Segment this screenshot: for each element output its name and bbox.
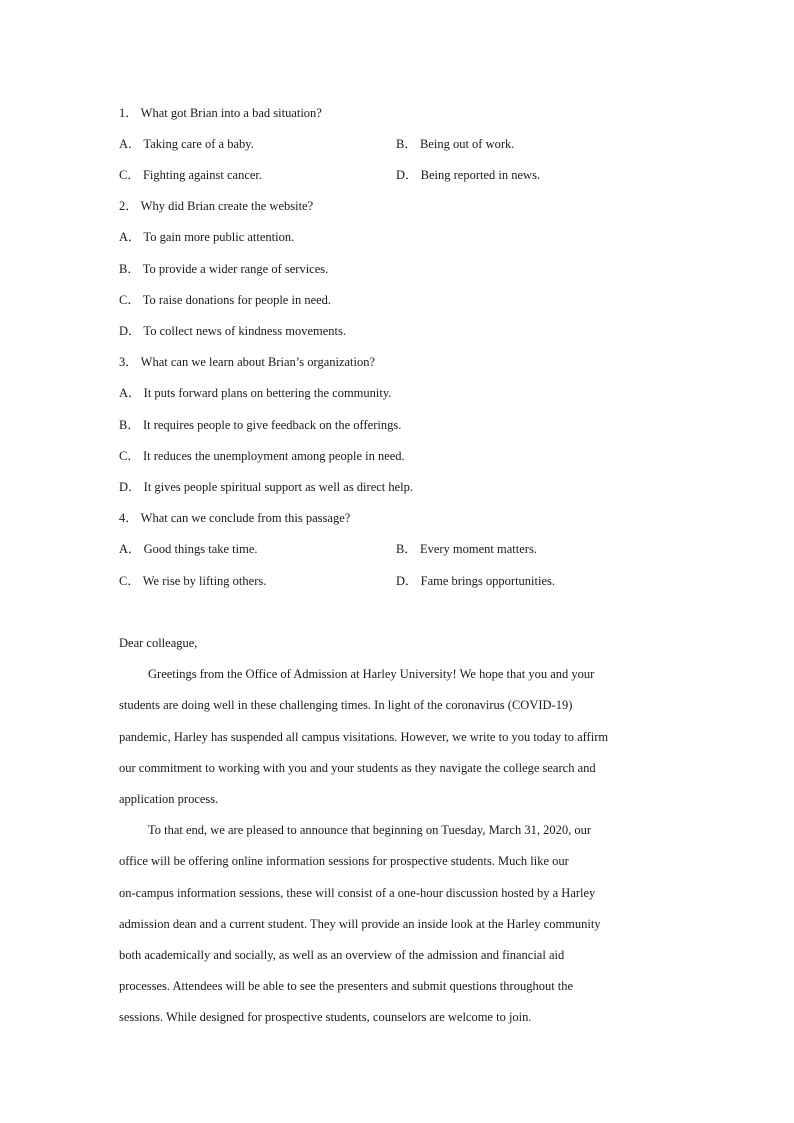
paragraph-1-line: students are doing well in these challenging times. In light of the coronavirus (COVID-19) bbox=[119, 698, 573, 712]
question-2-stem: 2． Why did Brian create the website? bbox=[119, 199, 314, 213]
paragraph-1-line: pandemic, Harley has suspended all campus visitations. However, we write to you today to affirm bbox=[119, 730, 609, 744]
question-4-option-c: C． We rise by lifting others. bbox=[119, 574, 267, 588]
question-1-option-c: C． Fighting against cancer. bbox=[119, 168, 263, 182]
question-3-stem: 3． What can we learn about Brian’s organization? bbox=[119, 355, 376, 369]
question-1-option-a: A． Taking care of a baby. bbox=[119, 137, 254, 151]
paragraph-1-line: application process. bbox=[119, 792, 219, 806]
paragraph-2-line: admission dean and a current student. They will provide an inside look at the Harley community bbox=[119, 917, 601, 931]
question-4-option-b: B． Every moment matters. bbox=[396, 542, 537, 556]
question-1-option-b: B． Being out of work. bbox=[396, 137, 515, 151]
question-4-option-d: D． Fame brings opportunities. bbox=[396, 574, 556, 588]
paragraph-2-line: office will be offering online information sessions for prospective students. Much like our bbox=[119, 854, 569, 868]
question-2-option-c: C． To raise donations for people in need. bbox=[119, 293, 332, 307]
paragraph-2-line: sessions. While designed for prospective students, counselors are welcome to join. bbox=[119, 1010, 532, 1024]
question-2-option-a: A． To gain more public attention. bbox=[119, 230, 295, 244]
question-1-stem: 1． What got Brian into a bad situation? bbox=[119, 106, 322, 120]
question-3-option-c: C． It reduces the unemployment among people in need. bbox=[119, 449, 405, 463]
question-4-stem: 4． What can we conclude from this passage? bbox=[119, 511, 351, 525]
question-4-option-a: A． Good things take time. bbox=[119, 542, 258, 556]
letter-salutation: Dear colleague, bbox=[119, 636, 198, 650]
paragraph-1-line: Greetings from the Office of Admission at Harley University! We hope that you and your bbox=[148, 667, 595, 681]
question-3-option-a: A． It puts forward plans on bettering the community. bbox=[119, 386, 392, 400]
paragraph-2-line: both academically and socially, as well as an overview of the admission and financial aid bbox=[119, 948, 565, 962]
question-3-option-d: D． It gives people spiritual support as well as direct help. bbox=[119, 480, 414, 494]
paragraph-2-line: on-campus information sessions, these will consist of a one-hour discussion hosted by a Harley bbox=[119, 886, 596, 900]
paragraph-2-line: To that end, we are pleased to announce that beginning on Tuesday, March 31, 2020, our bbox=[148, 823, 592, 837]
question-3-option-b: B． It requires people to give feedback on the offerings. bbox=[119, 418, 402, 432]
question-2-option-b: B． To provide a wider range of services. bbox=[119, 262, 329, 276]
question-1-option-d: D． Being reported in news. bbox=[396, 168, 541, 182]
paragraph-2-line: processes. Attendees will be able to see the presenters and submit questions throughout the bbox=[119, 979, 574, 993]
question-2-option-d: D． To collect news of kindness movements. bbox=[119, 324, 346, 338]
paragraph-1-line: our commitment to working with you and your students as they navigate the college search and bbox=[119, 761, 596, 775]
